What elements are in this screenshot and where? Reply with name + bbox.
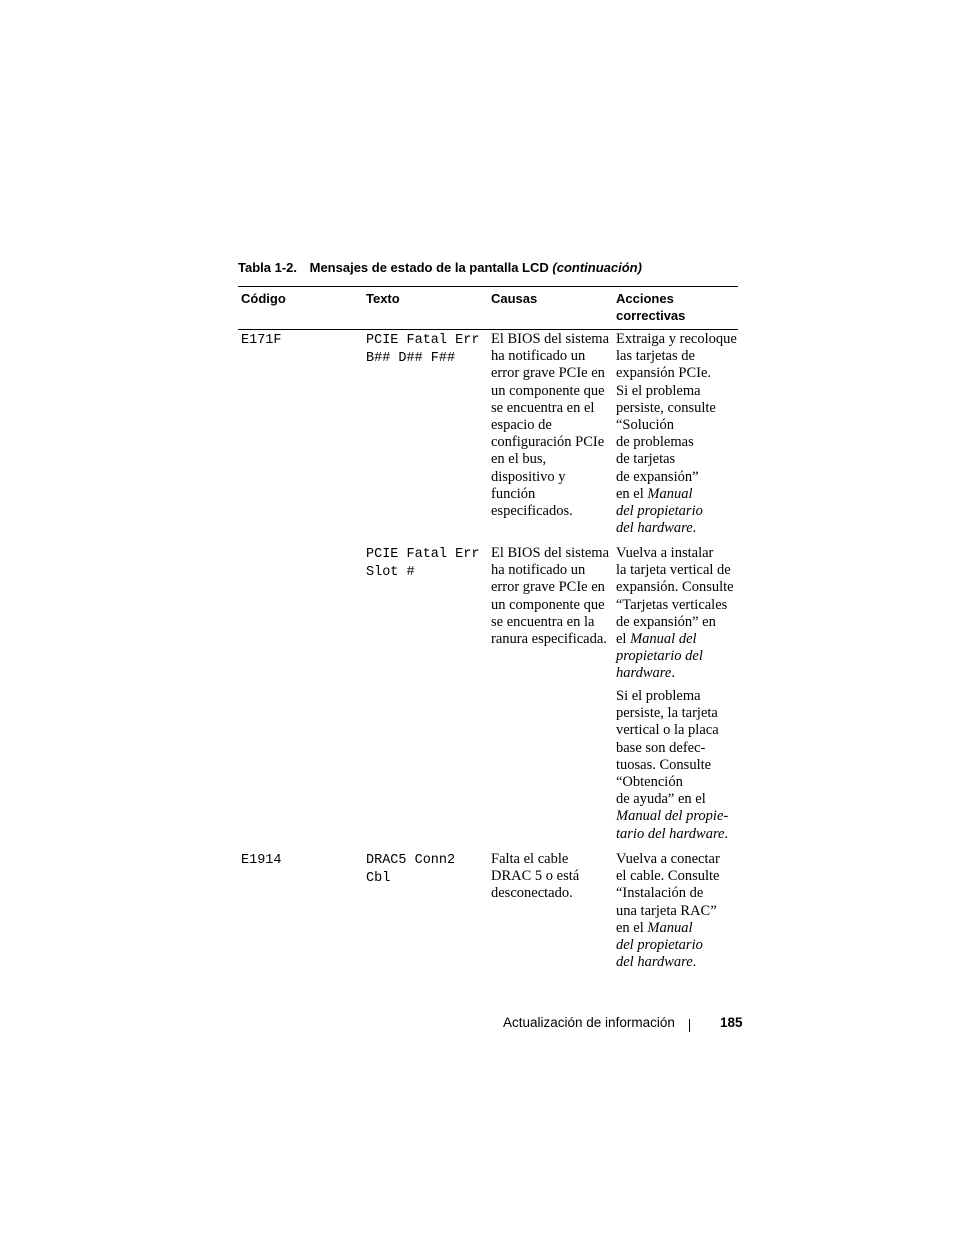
header-actions-line2: correctivas <box>616 308 686 323</box>
table-label: Tabla 1-2. <box>238 260 298 275</box>
table-title: Mensajes de estado de la pantalla LCD <box>309 260 549 275</box>
row2-actions2-period: . <box>724 825 729 842</box>
row3-causes <box>491 851 615 903</box>
row2-actions2-line: de ayuda” en el <box>616 791 706 808</box>
row2-causes-line: se encuentra en la <box>491 613 595 630</box>
row1-actions-period: . <box>692 520 697 537</box>
row2-actions2-line <box>616 826 740 843</box>
row1-actions-text: en el <box>616 485 648 502</box>
row1-actions-manual-ref: Manual <box>647 485 693 502</box>
row1-causes-line: función <box>491 485 536 502</box>
row1-causes-line: se encuentra en el <box>491 399 595 416</box>
row2-actions2-line: Si el problema <box>616 688 701 704</box>
row1-actions-manual-ref: del hardware <box>616 520 693 537</box>
row2-causes-line: ha notificado un <box>491 562 586 579</box>
row2-actions2-manual-ref: Manual del propie- <box>616 808 729 825</box>
row2-actions-line: Vuelva a instalar <box>616 545 714 561</box>
row2-actions2-line: base son defec- <box>616 739 706 756</box>
row1-actions-line <box>616 520 740 537</box>
table-top-rule <box>238 286 738 287</box>
row1-actions-manual-ref: del propietario <box>616 503 703 520</box>
row3-causes-line: DRAC 5 o está <box>491 868 580 885</box>
row2-actions-line: “Tarjetas verticales <box>616 596 728 613</box>
row3-text-line1: DRAC5 Conn2 <box>366 853 456 868</box>
row3-causes-line: desconectado. <box>491 885 573 902</box>
row2-causes-line: error grave PCIe en <box>491 579 605 596</box>
page-number: 185 <box>720 1015 743 1030</box>
row1-actions-line: las tarjetas de <box>616 348 695 365</box>
row3-causes-line: Falta el cable <box>491 851 569 867</box>
row2-actions-line: de expansión” en <box>616 613 716 630</box>
row2-causes-line: un componente que <box>491 596 605 613</box>
row1-causes-line: un componente que <box>491 382 605 399</box>
row2-text-line2: Slot # <box>366 564 415 580</box>
row1-causes-line: espacio de <box>491 417 552 434</box>
row2-text <box>366 546 479 581</box>
row2-actions-text: el <box>616 631 631 648</box>
row1-causes-line: en el bus, <box>491 451 547 468</box>
row3-actions-text: en el <box>616 919 648 936</box>
row2-actions-line: expansión. Consulte <box>616 579 734 596</box>
row1-actions-line: Si el problema <box>616 382 701 399</box>
row1-actions-line: “Solución <box>616 417 674 434</box>
row2-actions-line <box>616 631 740 648</box>
row3-actions-line: el cable. Consulte <box>616 868 720 885</box>
row2-actions-second <box>616 688 740 843</box>
row1-code: E171F <box>241 333 282 348</box>
row3-actions-manual-ref: Manual <box>647 919 693 936</box>
row1-actions-line: persiste, consulte <box>616 399 716 416</box>
row3-actions-line <box>616 954 740 971</box>
table-header-rule <box>238 329 738 330</box>
row3-code: E1914 <box>241 853 282 868</box>
row2-actions2-line: tuosas. Consulte <box>616 756 712 773</box>
row1-text-line2: B## D## F## <box>366 350 456 366</box>
row2-causes-line: ranura especificada. <box>491 631 607 648</box>
table-continued: (continuación) <box>552 260 642 275</box>
row1-causes-line: ha notificado un <box>491 348 586 365</box>
row2-actions-line <box>616 665 740 682</box>
header-actions-line1: Acciones <box>616 291 674 306</box>
row2-actions2-manual-ref: tario del hardware <box>616 825 725 842</box>
row3-actions-line: una tarjeta RAC” <box>616 902 717 919</box>
footer-section-title: Actualización de información <box>503 1015 675 1030</box>
row2-actions-manual-ref: hardware <box>616 665 672 682</box>
table-caption <box>238 260 642 275</box>
row2-actions-line: la tarjeta vertical de <box>616 562 731 579</box>
row3-actions-period: . <box>692 954 697 971</box>
footer-separator <box>689 1019 690 1032</box>
row1-causes-line: error grave PCIe en <box>491 365 605 382</box>
row3-actions <box>616 851 740 971</box>
row1-causes-line: dispositivo y <box>491 468 566 485</box>
row2-actions-manual-ref: propietario del <box>616 648 703 665</box>
row1-actions-line: de tarjetas <box>616 451 676 468</box>
row3-text <box>366 852 455 887</box>
row1-text <box>366 332 479 367</box>
row1-actions <box>616 331 740 537</box>
row1-causes <box>491 331 615 520</box>
row2-text-line1: PCIE Fatal Err <box>366 547 480 562</box>
row3-actions-line <box>616 937 740 954</box>
row1-text-line1: PCIE Fatal Err <box>366 333 480 348</box>
row3-actions-manual-ref: del propietario <box>616 937 703 954</box>
row2-actions <box>616 545 740 683</box>
row2-actions-manual-ref: Manual del <box>630 631 697 648</box>
row1-causes-line: El BIOS del sistema <box>491 331 610 347</box>
row2-actions-line <box>616 648 740 665</box>
row3-actions-line: Vuelva a conectar <box>616 851 720 867</box>
row1-actions-line: de expansión” <box>616 468 699 485</box>
row1-actions-line <box>616 503 740 520</box>
row2-actions2-line: persiste, la tarjeta <box>616 705 718 722</box>
row2-actions2-line: “Obtención <box>616 774 683 791</box>
header-code: Código <box>241 291 286 306</box>
row2-actions-period: . <box>671 665 675 682</box>
row1-actions-line: expansión PCIe. <box>616 365 712 382</box>
header-actions <box>616 290 685 324</box>
row1-actions-line: de problemas <box>616 434 694 451</box>
row1-actions-line <box>616 486 740 503</box>
row3-actions-manual-ref: del hardware <box>616 954 693 971</box>
row1-causes-line: configuración PCIe <box>491 434 605 451</box>
header-text: Texto <box>366 291 400 306</box>
row2-actions2-line: vertical o la placa <box>616 722 719 739</box>
row3-text-line2: Cbl <box>366 870 391 886</box>
row3-actions-line <box>616 920 740 937</box>
row3-actions-line: “Instalación de <box>616 885 704 902</box>
row2-causes-line: El BIOS del sistema <box>491 545 610 561</box>
row2-causes <box>491 545 615 648</box>
row1-actions-line: Extraiga y recoloque <box>616 331 737 347</box>
row1-causes-line: especificados. <box>491 503 573 520</box>
header-causes: Causas <box>491 291 538 306</box>
row2-actions2-line <box>616 808 740 825</box>
